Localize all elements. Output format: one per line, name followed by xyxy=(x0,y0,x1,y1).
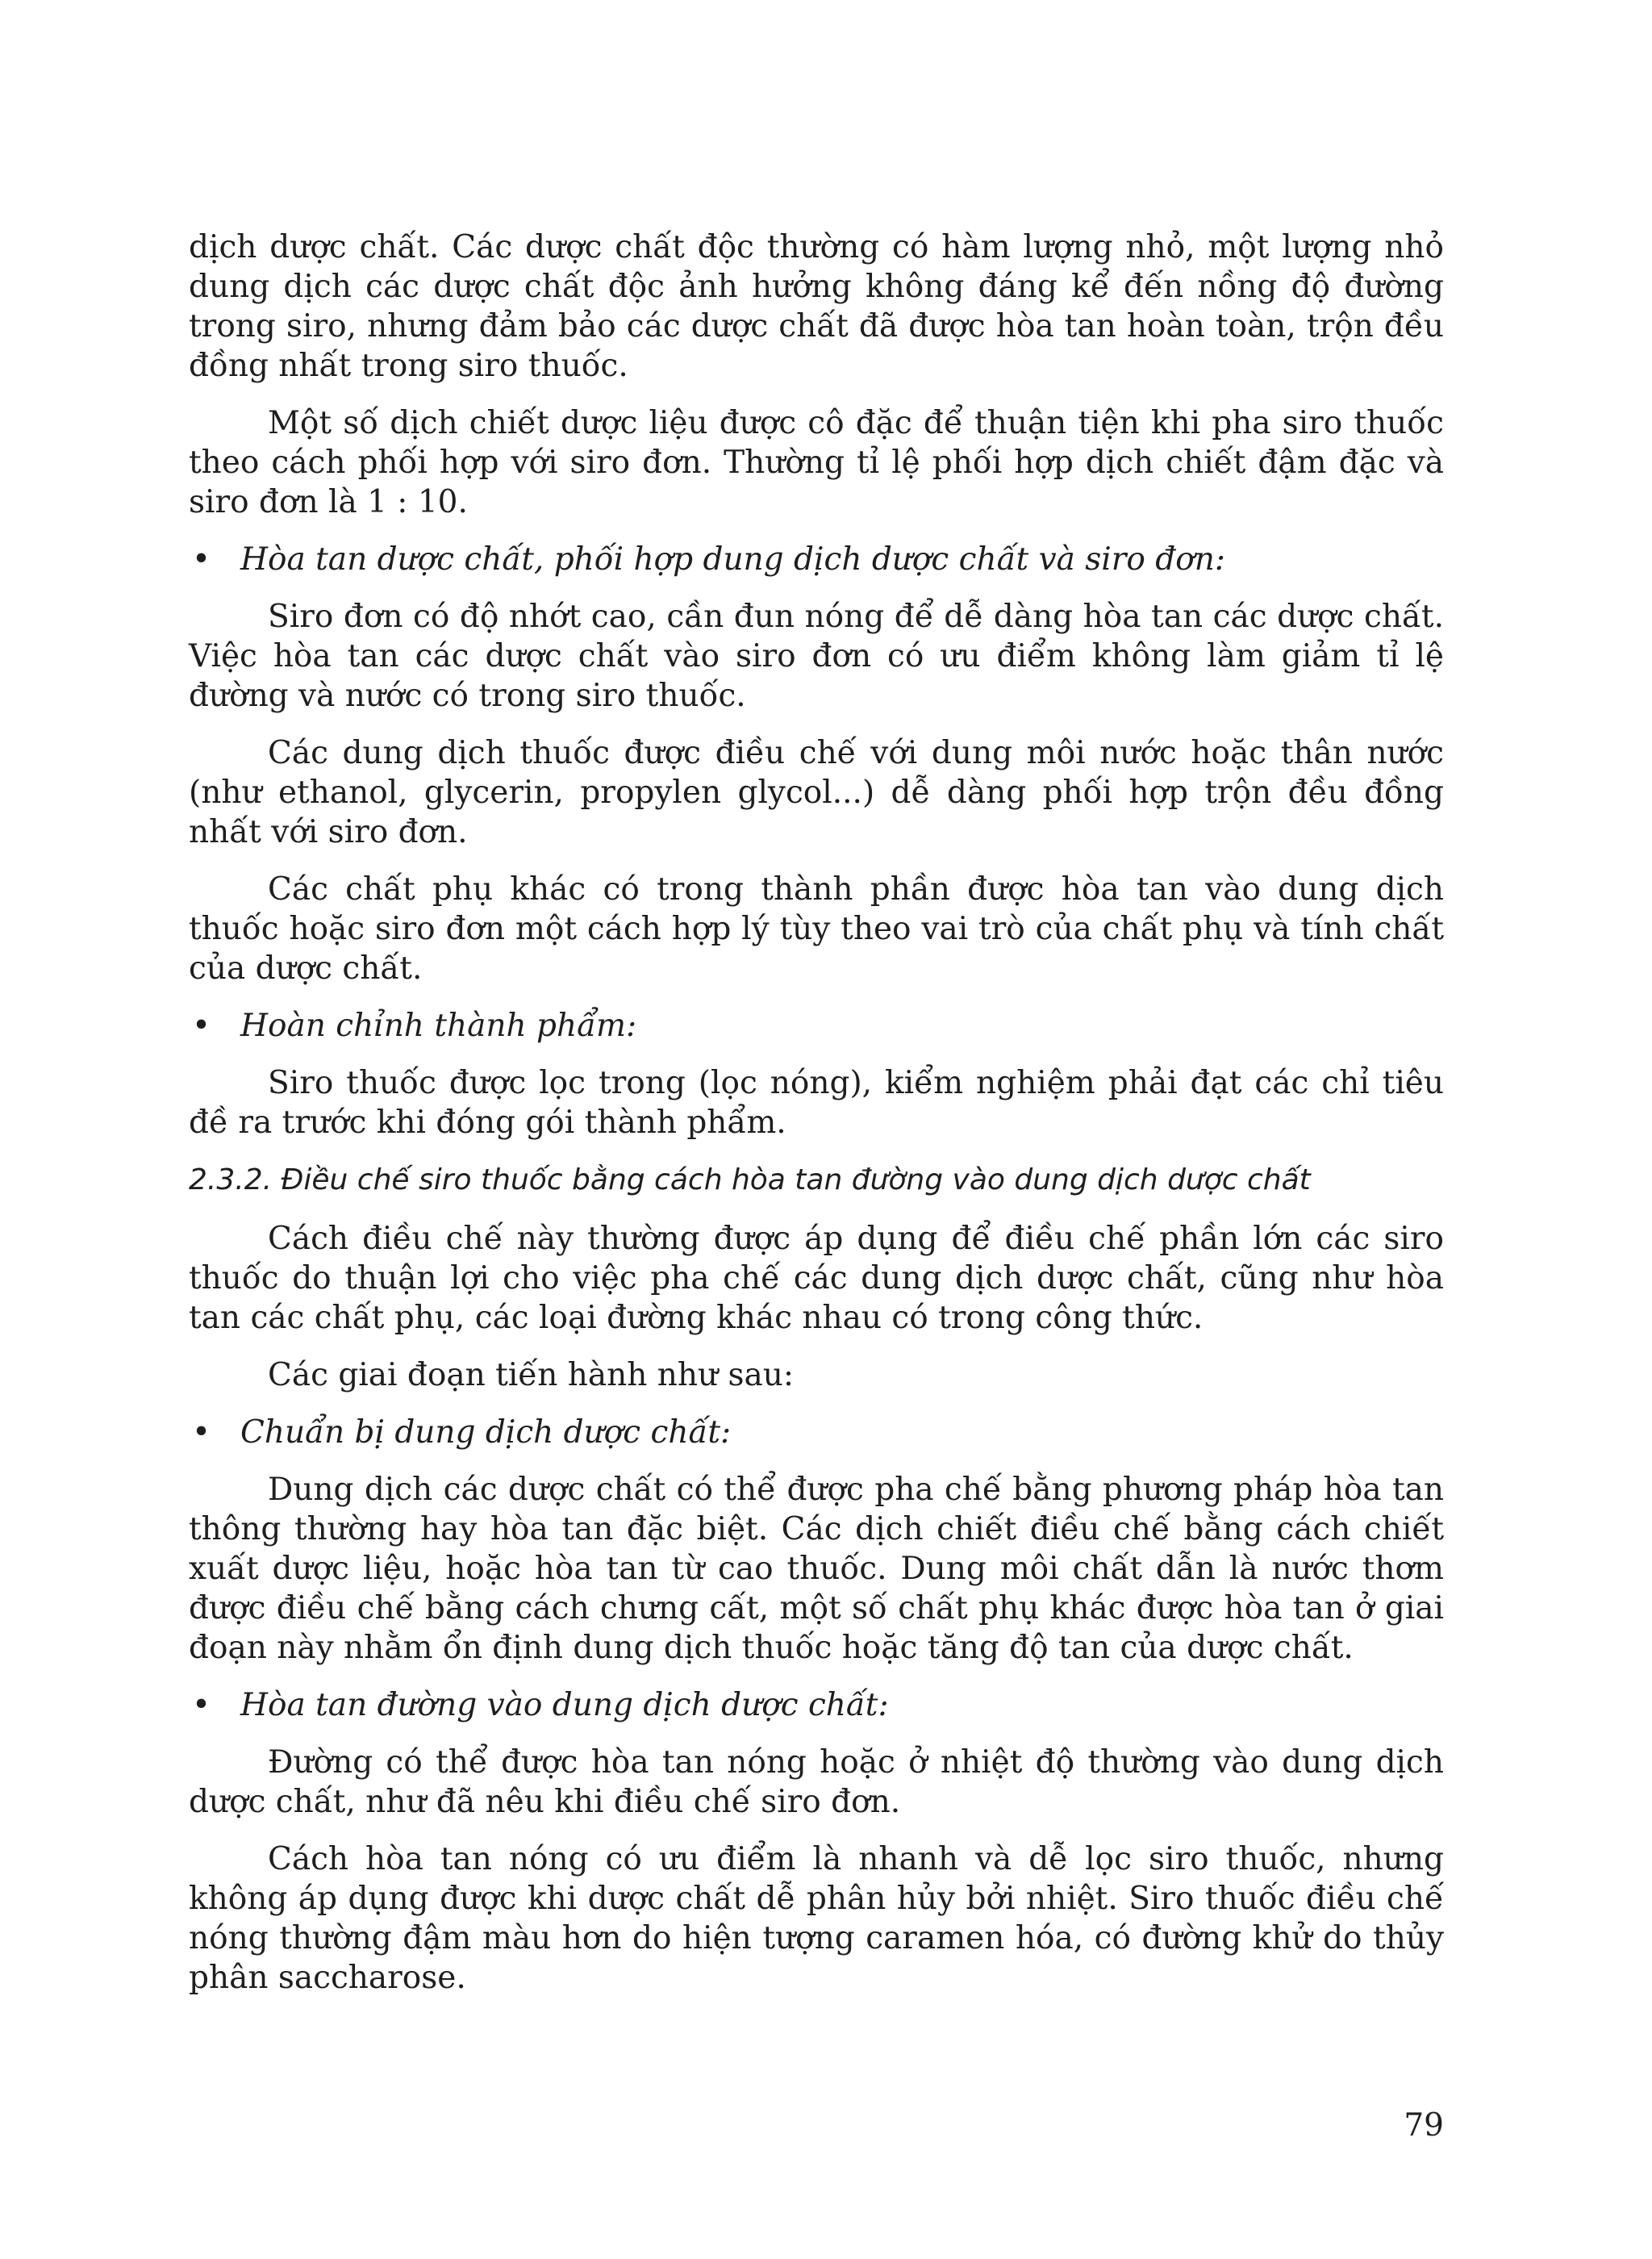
paragraph: Các chất phụ khác có trong thành phần được hòa tan vào dung dịch thuốc hoặc siro đơn một cách hợp lý tùy theo vai trò của chất phụ và tính chất của dược chất. xyxy=(189,871,1444,987)
paragraph: Siro đơn có độ nhớt cao, cần đun nóng để dễ dàng hòa tan các dược chất. Việc hòa tan các dược chất vào siro đơn có ưu điểm không làm giảm tỉ lệ đường và nước có trong siro thuốc. xyxy=(189,599,1444,714)
bullet-item xyxy=(189,1006,1444,1046)
section-heading: 2.3.2. Điều chế siro thuốc bằng cách hòa tan đường vào dung dịch dược chất xyxy=(189,1163,1311,1196)
paragraph: Siro thuốc được lọc trong (lọc nóng), kiểm nghiệm phải đạt các chỉ tiêu đề ra trước khi đóng gói thành phẩm. xyxy=(189,1065,1444,1141)
bullet-dot-icon: • xyxy=(192,1687,211,1723)
paragraph: Cách điều chế này thường được áp dụng để điều chế phần lớn các siro thuốc do thuận lợi cho việc pha chế các dung dịch dược chất, cũng như hòa tan các chất phụ, các loại đường khác nhau có trong công thức. xyxy=(189,1221,1444,1336)
bullet-text: Hòa tan đường vào dung dịch dược chất: xyxy=(240,1687,889,1723)
page-body xyxy=(189,228,1444,2015)
bullet-text: Hòa tan dược chất, phối hợp dung dịch dược chất và siro đơn: xyxy=(240,541,1225,578)
paragraph: Cách hòa tan nóng có ưu điểm là nhanh và dễ lọc siro thuốc, nhưng không áp dụng được khi dược chất dễ phân hủy bởi nhiệt. Siro thuốc điều chế nóng thường đậm màu hơn do hiện tượng caramen hóa, có đường khử do thủy phân saccharose. xyxy=(189,1841,1444,1996)
paragraph: dịch dược chất. Các dược chất độc thường có hàm lượng nhỏ, một lượng nhỏ dung dịch các dược chất độc ảnh hưởng không đáng kể đến nồng độ đường trong siro, nhưng đảm bảo các dược chất đã được hòa tan hoàn toàn, trộn đều đồng nhất trong siro thuốc. xyxy=(189,229,1444,384)
bullet-text: Chuẩn bị dung dịch dược chất: xyxy=(240,1414,732,1451)
bullet-item xyxy=(189,1413,1444,1452)
bullet-dot-icon: • xyxy=(192,1414,211,1451)
paragraph: Các giai đoạn tiến hành như sau: xyxy=(268,1357,795,1393)
bullet-dot-icon: • xyxy=(192,541,211,578)
bullet-item xyxy=(189,1685,1444,1725)
bullet-dot-icon: • xyxy=(192,1008,211,1044)
page-number: 79 xyxy=(1404,2107,1444,2144)
paragraph: Đường có thể được hòa tan nóng hoặc ở nhiệt độ thường vào dung dịch dược chất, như đã nêu khi điều chế siro đơn. xyxy=(189,1744,1444,1820)
paragraph: Một số dịch chiết dược liệu được cô đặc để thuận tiện khi pha siro thuốc theo cách phối hợp với siro đơn. Thường tỉ lệ phối hợp dịch chiết đậm đặc và siro đơn là 1 : 10. xyxy=(189,405,1444,520)
paragraph: Các dung dịch thuốc được điều chế với dung môi nước hoặc thân nước (như ethanol, glycerin, propylen glycol...) dễ dàng phối hợp trộn đều đồng nhất với siro đơn. xyxy=(189,735,1444,850)
bullet-text: Hoàn chỉnh thành phẩm: xyxy=(240,1008,637,1044)
bullet-item xyxy=(189,540,1444,579)
paragraph: Dung dịch các dược chất có thể được pha chế bằng phương pháp hòa tan thông thường hay hòa tan đặc biệt. Các dịch chiết điều chế bằng cách chiết xuất dược liệu, hoặc hòa tan từ cao thuốc. Dung môi chất dẫn là nước thơm được điều chế bằng cách chưng cất, một số chất phụ khác được hòa tan ở giai đoạn này nhằm ổn định dung dịch thuốc hoặc tăng độ tan của dược chất. xyxy=(189,1472,1444,1666)
